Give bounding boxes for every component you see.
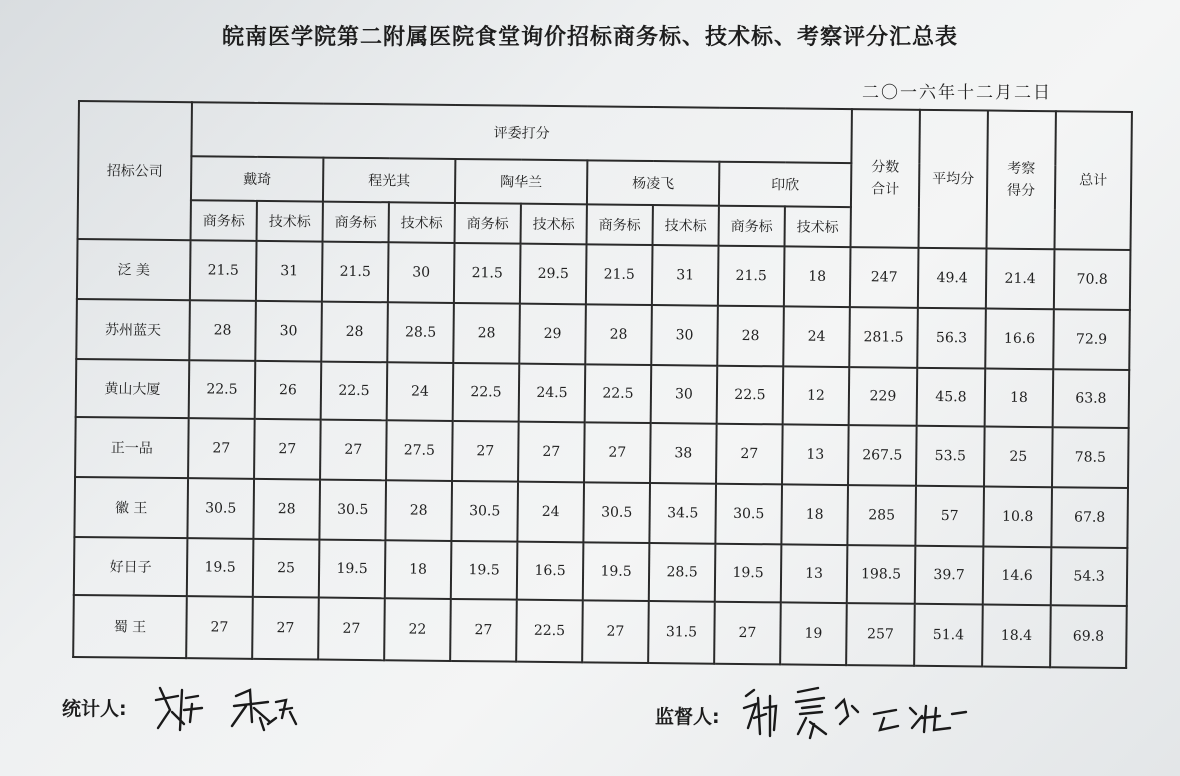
technical-score-cell: 27 bbox=[254, 419, 321, 480]
table-row bbox=[77, 239, 1131, 310]
statistician-signature bbox=[150, 678, 310, 738]
supervisor-label: 监督人: bbox=[655, 706, 720, 728]
total-cell: 63.8 bbox=[1053, 369, 1130, 428]
sum-cell: 198.5 bbox=[847, 545, 916, 604]
business-score-cell: 30.5 bbox=[319, 480, 386, 541]
technical-score-cell: 28.5 bbox=[649, 543, 716, 602]
technical-score-cell: 13 bbox=[781, 544, 848, 603]
page-title: 皖南医学院第二附属医院食堂询价招标商务标、技术标、考察评分汇总表 bbox=[221, 25, 958, 50]
technical-score-cell: 16.5 bbox=[517, 542, 584, 601]
company-cell: 泛 美 bbox=[77, 239, 191, 300]
technical-score-cell: 26 bbox=[255, 361, 322, 420]
average-cell: 51.4 bbox=[914, 604, 983, 667]
sub-header-technical: 技术标 bbox=[389, 202, 455, 243]
technical-score-cell: 30 bbox=[255, 301, 322, 362]
technical-score-cell: 29 bbox=[519, 304, 586, 365]
header-average: 平均分 bbox=[918, 110, 987, 249]
business-score-cell: 21.5 bbox=[718, 246, 785, 307]
business-score-cell: 27 bbox=[714, 602, 781, 665]
sub-header-technical: 技术标 bbox=[257, 201, 323, 242]
sum-cell: 229 bbox=[849, 367, 918, 426]
technical-score-cell: 31 bbox=[256, 241, 323, 302]
business-score-cell: 22.5 bbox=[453, 363, 520, 422]
company-cell: 黄山大厦 bbox=[76, 359, 190, 418]
technical-score-cell: 28.5 bbox=[387, 302, 454, 363]
company-cell: 苏州蓝天 bbox=[76, 299, 190, 360]
business-score-cell: 30.5 bbox=[583, 482, 650, 543]
technical-score-cell: 38 bbox=[650, 423, 717, 484]
company-cell: 正一品 bbox=[75, 417, 189, 478]
average-cell: 56.3 bbox=[917, 308, 986, 369]
technical-score-cell: 27 bbox=[518, 422, 585, 483]
technical-score-cell: 27 bbox=[252, 597, 319, 660]
technical-score-cell: 24.5 bbox=[519, 364, 586, 423]
business-score-cell: 19.5 bbox=[715, 544, 782, 603]
total-cell: 54.3 bbox=[1051, 547, 1128, 606]
total-cell: 67.8 bbox=[1051, 487, 1128, 548]
sub-header-business: 商务标 bbox=[587, 204, 653, 245]
business-score-cell: 21.5 bbox=[586, 244, 653, 305]
business-score-cell: 28 bbox=[189, 300, 256, 361]
total-cell: 70.8 bbox=[1054, 249, 1131, 310]
average-cell: 49.4 bbox=[918, 248, 987, 309]
business-score-cell: 22.5 bbox=[585, 364, 652, 423]
total-cell: 72.9 bbox=[1053, 309, 1130, 370]
judge-name: 戴琦 bbox=[191, 156, 323, 201]
business-score-cell: 27 bbox=[186, 596, 253, 659]
sub-header-technical: 技术标 bbox=[653, 205, 719, 246]
sub-header-business: 商务标 bbox=[455, 203, 521, 244]
header-total-score: 分数合计 bbox=[851, 109, 920, 248]
sum-cell: 281.5 bbox=[849, 307, 918, 368]
business-score-cell: 28 bbox=[321, 302, 388, 363]
table-row bbox=[74, 477, 1128, 548]
average-cell: 39.7 bbox=[915, 546, 984, 605]
sub-header-business: 商务标 bbox=[323, 202, 389, 243]
business-score-cell: 27 bbox=[318, 598, 385, 661]
judge-name: 陶华兰 bbox=[455, 159, 587, 204]
technical-score-cell: 30 bbox=[651, 365, 718, 424]
technical-score-cell: 24 bbox=[517, 482, 584, 543]
sum-cell: 257 bbox=[846, 603, 915, 666]
inspection-cell: 18.4 bbox=[982, 605, 1051, 668]
technical-score-cell: 30 bbox=[651, 305, 718, 366]
sub-header-technical: 技术标 bbox=[785, 206, 851, 247]
business-score-cell: 22.5 bbox=[321, 362, 388, 421]
statistician-label: 统计人: bbox=[62, 698, 127, 720]
business-score-cell: 19.5 bbox=[187, 538, 254, 597]
technical-score-cell: 18 bbox=[385, 540, 452, 599]
business-score-cell: 30.5 bbox=[451, 481, 518, 542]
technical-score-cell: 25 bbox=[253, 539, 320, 598]
business-score-cell: 27 bbox=[188, 418, 255, 479]
business-score-cell: 21.5 bbox=[190, 240, 257, 301]
business-score-cell: 27 bbox=[452, 421, 519, 482]
business-score-cell: 28 bbox=[585, 304, 652, 365]
inspection-cell: 18 bbox=[985, 369, 1054, 428]
average-cell: 53.5 bbox=[916, 426, 985, 487]
technical-score-cell: 30 bbox=[388, 242, 455, 303]
document-date: 二〇一六年十二月二日 bbox=[862, 83, 1052, 103]
sum-cell: 285 bbox=[847, 485, 916, 546]
technical-score-cell: 18 bbox=[781, 484, 848, 545]
technical-score-cell: 29.5 bbox=[520, 244, 587, 305]
company-cell: 好日子 bbox=[74, 537, 188, 596]
technical-score-cell: 27.5 bbox=[386, 420, 453, 481]
technical-score-cell: 19 bbox=[780, 602, 847, 665]
business-score-cell: 30.5 bbox=[187, 478, 254, 539]
inspection-cell: 10.8 bbox=[983, 487, 1052, 548]
technical-score-cell: 18 bbox=[784, 246, 851, 307]
header-judges-group: 评委打分 bbox=[191, 102, 852, 163]
business-score-cell: 19.5 bbox=[319, 540, 386, 599]
technical-score-cell: 31 bbox=[652, 245, 719, 306]
technical-score-cell: 28 bbox=[253, 479, 320, 540]
business-score-cell: 27 bbox=[320, 420, 387, 481]
judge-name: 杨凌飞 bbox=[587, 160, 719, 205]
inspection-cell: 16.6 bbox=[985, 309, 1054, 370]
business-score-cell: 21.5 bbox=[454, 243, 521, 304]
sum-cell: 267.5 bbox=[848, 425, 917, 486]
technical-score-cell: 24 bbox=[783, 306, 850, 367]
judge-name: 印欣 bbox=[719, 162, 851, 207]
total-cell: 69.8 bbox=[1050, 605, 1127, 668]
business-score-cell: 22.5 bbox=[717, 366, 784, 425]
technical-score-cell: 13 bbox=[782, 424, 849, 485]
total-cell: 78.5 bbox=[1052, 427, 1129, 488]
business-score-cell: 28 bbox=[717, 306, 784, 367]
business-score-cell: 22.5 bbox=[189, 360, 256, 419]
business-score-cell: 30.5 bbox=[715, 484, 782, 545]
business-score-cell: 19.5 bbox=[451, 541, 518, 600]
business-score-cell: 27 bbox=[716, 424, 783, 485]
technical-score-cell: 12 bbox=[783, 366, 850, 425]
table-row bbox=[75, 417, 1129, 488]
sum-cell: 247 bbox=[850, 247, 919, 308]
score-summary-table bbox=[72, 100, 1133, 669]
header-inspection: 考察得分 bbox=[986, 111, 1055, 250]
business-score-cell: 27 bbox=[582, 600, 649, 663]
header-grand-total: 总计 bbox=[1054, 111, 1131, 250]
company-cell: 徽 王 bbox=[74, 477, 188, 538]
business-score-cell: 19.5 bbox=[583, 542, 650, 601]
inspection-cell: 21.4 bbox=[986, 249, 1055, 310]
average-cell: 57 bbox=[915, 486, 984, 547]
company-cell: 蜀 王 bbox=[73, 595, 187, 658]
technical-score-cell: 31.5 bbox=[648, 601, 715, 664]
sub-header-business: 商务标 bbox=[191, 200, 257, 241]
table-row bbox=[76, 299, 1130, 370]
technical-score-cell: 34.5 bbox=[649, 483, 716, 544]
technical-score-cell: 28 bbox=[385, 480, 452, 541]
sub-header-technical: 技术标 bbox=[521, 204, 587, 245]
average-cell: 45.8 bbox=[917, 368, 986, 427]
table-row bbox=[73, 595, 1127, 668]
business-score-cell: 21.5 bbox=[322, 242, 389, 303]
supervisor-signature bbox=[740, 678, 980, 748]
business-score-cell: 27 bbox=[584, 422, 651, 483]
table-body bbox=[73, 239, 1130, 668]
technical-score-cell: 22.5 bbox=[516, 600, 583, 663]
inspection-cell: 14.6 bbox=[983, 547, 1052, 606]
judge-name: 程光其 bbox=[323, 158, 455, 203]
technical-score-cell: 24 bbox=[387, 362, 454, 421]
technical-score-cell: 22 bbox=[384, 598, 451, 661]
business-score-cell: 27 bbox=[450, 599, 517, 662]
business-score-cell: 28 bbox=[453, 303, 520, 364]
inspection-cell: 25 bbox=[984, 427, 1053, 488]
header-company: 招标公司 bbox=[78, 101, 192, 240]
sub-header-business: 商务标 bbox=[719, 206, 785, 247]
